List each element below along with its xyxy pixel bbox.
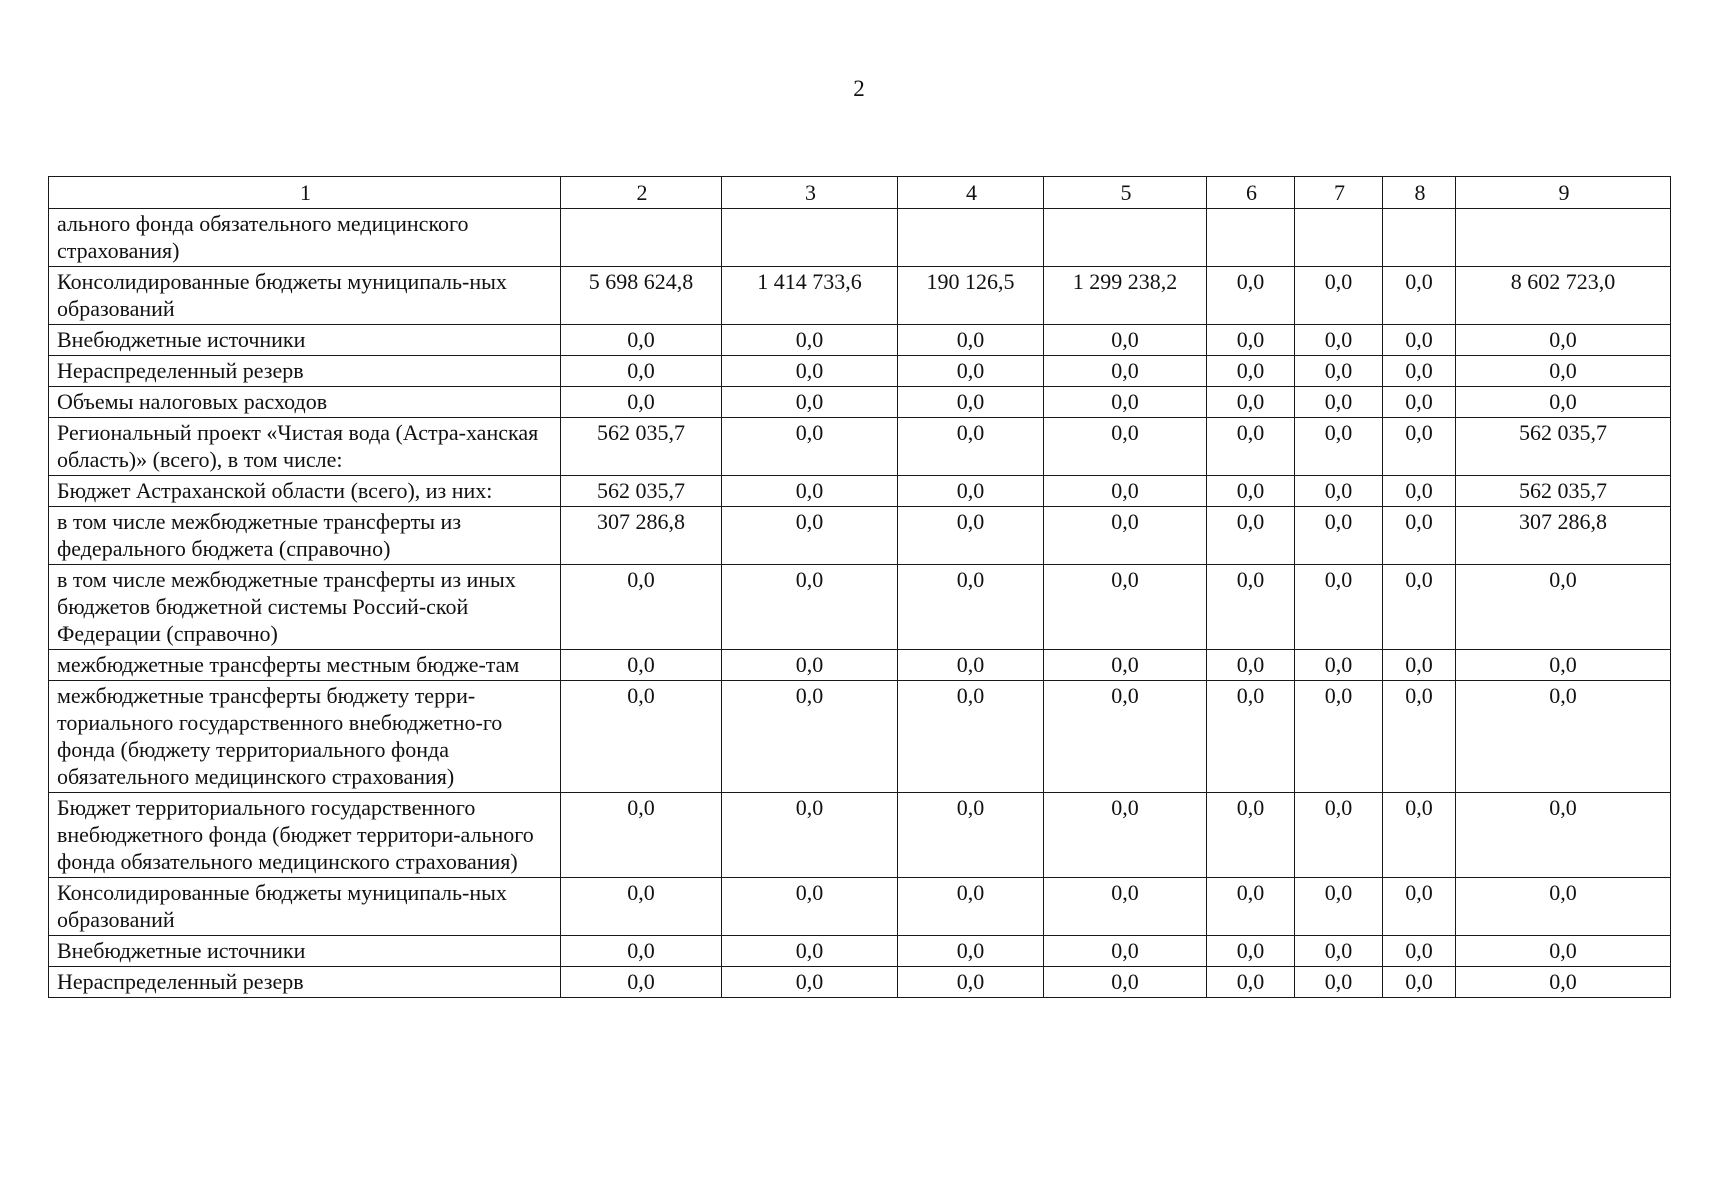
value-cell: 562 035,7: [1456, 418, 1671, 476]
value-cell: 0,0: [1456, 878, 1671, 936]
row-label-cell: Нераспределенный резерв: [49, 356, 561, 387]
budget-table: [48, 176, 1671, 998]
table-row: [49, 650, 1671, 681]
value-cell: 0,0: [898, 507, 1044, 565]
value-cell: 0,0: [898, 936, 1044, 967]
value-cell: 0,0: [1383, 936, 1456, 967]
value-cell: 0,0: [898, 325, 1044, 356]
value-cell: 0,0: [1207, 681, 1295, 793]
row-label-cell: Региональный проект «Чистая вода (Астра-ханская область)» (всего), в том числе:: [49, 418, 561, 476]
table-row: [49, 681, 1671, 793]
value-cell: 0,0: [1383, 650, 1456, 681]
table-row: [49, 793, 1671, 878]
value-cell: 1 299 238,2: [1044, 267, 1207, 325]
value-cell: 0,0: [1207, 878, 1295, 936]
row-label-cell: межбюджетные трансферты местным бюдже-там: [49, 650, 561, 681]
value-cell: 0,0: [1295, 476, 1383, 507]
value-cell: 0,0: [1207, 507, 1295, 565]
value-cell: 0,0: [561, 650, 722, 681]
value-cell: 0,0: [1207, 565, 1295, 650]
value-cell: 0,0: [1295, 507, 1383, 565]
value-cell: 0,0: [898, 650, 1044, 681]
value-cell: 1 414 733,6: [722, 267, 898, 325]
table-row: [49, 387, 1671, 418]
table-header: [49, 177, 1671, 209]
value-cell: 0,0: [1295, 967, 1383, 998]
value-cell: [722, 209, 898, 267]
value-cell: 0,0: [722, 476, 898, 507]
table-row: [49, 476, 1671, 507]
value-cell: 0,0: [561, 681, 722, 793]
value-cell: [1295, 209, 1383, 267]
value-cell: 0,0: [722, 681, 898, 793]
value-cell: 0,0: [722, 878, 898, 936]
table-row: [49, 325, 1671, 356]
column-header: 3: [722, 177, 898, 209]
value-cell: 0,0: [1044, 967, 1207, 998]
value-cell: 0,0: [1044, 878, 1207, 936]
value-cell: 0,0: [1044, 356, 1207, 387]
value-cell: 0,0: [1207, 476, 1295, 507]
value-cell: 0,0: [1044, 507, 1207, 565]
value-cell: 562 035,7: [1456, 476, 1671, 507]
value-cell: 0,0: [1456, 936, 1671, 967]
value-cell: 0,0: [1207, 967, 1295, 998]
table-row: [49, 565, 1671, 650]
value-cell: 0,0: [898, 681, 1044, 793]
value-cell: 0,0: [722, 650, 898, 681]
value-cell: 0,0: [722, 418, 898, 476]
value-cell: 0,0: [1456, 356, 1671, 387]
row-label-cell: Консолидированные бюджеты муниципаль-ных образований: [49, 878, 561, 936]
page-number: 2: [853, 76, 865, 101]
value-cell: 0,0: [1456, 387, 1671, 418]
row-label-cell: Нераспределенный резерв: [49, 967, 561, 998]
value-cell: 0,0: [1383, 387, 1456, 418]
value-cell: 8 602 723,0: [1456, 267, 1671, 325]
value-cell: 0,0: [898, 356, 1044, 387]
row-label-cell: межбюджетные трансферты бюджету терри-ториального государственного внебюджетно-го фонда (бюджету территориального фонда обязательного медицинского страхования): [49, 681, 561, 793]
column-header: 2: [561, 177, 722, 209]
value-cell: 0,0: [1044, 325, 1207, 356]
value-cell: 0,0: [1044, 476, 1207, 507]
value-cell: 307 286,8: [1456, 507, 1671, 565]
value-cell: 0,0: [1044, 681, 1207, 793]
value-cell: [1456, 209, 1671, 267]
value-cell: 0,0: [1383, 267, 1456, 325]
value-cell: 0,0: [561, 565, 722, 650]
value-cell: 0,0: [1383, 793, 1456, 878]
value-cell: 0,0: [722, 387, 898, 418]
value-cell: 0,0: [1207, 936, 1295, 967]
value-cell: 0,0: [1456, 650, 1671, 681]
column-header: 7: [1295, 177, 1383, 209]
value-cell: [898, 209, 1044, 267]
table-body: [49, 209, 1671, 998]
table-row: [49, 936, 1671, 967]
row-label-cell: Объемы налоговых расходов: [49, 387, 561, 418]
value-cell: 0,0: [561, 967, 722, 998]
value-cell: 0,0: [722, 325, 898, 356]
value-cell: 0,0: [1207, 793, 1295, 878]
value-cell: 0,0: [1383, 681, 1456, 793]
value-cell: 0,0: [1456, 967, 1671, 998]
value-cell: 0,0: [1207, 387, 1295, 418]
row-label-cell: Бюджет Астраханской области (всего), из них:: [49, 476, 561, 507]
value-cell: 0,0: [1456, 793, 1671, 878]
value-cell: 0,0: [1295, 793, 1383, 878]
table-row: [49, 356, 1671, 387]
value-cell: 0,0: [722, 356, 898, 387]
table-row: [49, 878, 1671, 936]
value-cell: 0,0: [898, 878, 1044, 936]
value-cell: 0,0: [561, 387, 722, 418]
value-cell: 0,0: [1044, 387, 1207, 418]
value-cell: 0,0: [561, 793, 722, 878]
value-cell: 0,0: [722, 936, 898, 967]
value-cell: 0,0: [1207, 356, 1295, 387]
value-cell: 0,0: [1295, 650, 1383, 681]
value-cell: 0,0: [1044, 650, 1207, 681]
value-cell: 0,0: [1383, 356, 1456, 387]
value-cell: 0,0: [1044, 418, 1207, 476]
value-cell: 0,0: [898, 476, 1044, 507]
row-label-cell: Внебюджетные источники: [49, 936, 561, 967]
value-cell: 307 286,8: [561, 507, 722, 565]
value-cell: 0,0: [722, 565, 898, 650]
value-cell: 0,0: [1383, 878, 1456, 936]
value-cell: 0,0: [1383, 507, 1456, 565]
value-cell: [1044, 209, 1207, 267]
value-cell: 0,0: [1295, 565, 1383, 650]
value-cell: 0,0: [1383, 325, 1456, 356]
value-cell: 0,0: [722, 507, 898, 565]
table-row: [49, 209, 1671, 267]
value-cell: 0,0: [898, 967, 1044, 998]
value-cell: 0,0: [1207, 650, 1295, 681]
value-cell: 0,0: [1295, 878, 1383, 936]
value-cell: 0,0: [722, 967, 898, 998]
column-header: 5: [1044, 177, 1207, 209]
value-cell: 0,0: [898, 387, 1044, 418]
row-label-cell: в том числе межбюджетные трансферты из федерального бюджета (справочно): [49, 507, 561, 565]
value-cell: [561, 209, 722, 267]
row-label-cell: Консолидированные бюджеты муниципаль-ных образований: [49, 267, 561, 325]
value-cell: 0,0: [1044, 565, 1207, 650]
value-cell: 0,0: [1456, 325, 1671, 356]
value-cell: 0,0: [1383, 565, 1456, 650]
value-cell: 0,0: [1383, 418, 1456, 476]
column-header: 1: [49, 177, 561, 209]
value-cell: 0,0: [1456, 681, 1671, 793]
value-cell: 0,0: [561, 878, 722, 936]
value-cell: 0,0: [722, 793, 898, 878]
value-cell: 0,0: [1044, 936, 1207, 967]
value-cell: 562 035,7: [561, 418, 722, 476]
value-cell: 0,0: [1295, 267, 1383, 325]
value-cell: 0,0: [1207, 325, 1295, 356]
value-cell: 562 035,7: [561, 476, 722, 507]
value-cell: 0,0: [1295, 325, 1383, 356]
value-cell: 190 126,5: [898, 267, 1044, 325]
value-cell: 0,0: [898, 793, 1044, 878]
value-cell: 0,0: [1295, 356, 1383, 387]
value-cell: [1207, 209, 1295, 267]
row-label-cell: ального фонда обязательного медицинского страхования): [49, 209, 561, 267]
value-cell: 0,0: [1295, 936, 1383, 967]
value-cell: 0,0: [561, 325, 722, 356]
value-cell: 0,0: [1295, 387, 1383, 418]
column-header: 4: [898, 177, 1044, 209]
value-cell: 0,0: [561, 936, 722, 967]
value-cell: 0,0: [1207, 418, 1295, 476]
value-cell: 0,0: [1207, 267, 1295, 325]
column-header: 9: [1456, 177, 1671, 209]
table-row: [49, 967, 1671, 998]
row-label-cell: в том числе межбюджетные трансферты из иных бюджетов бюджетной системы Россий-ской Федерации (справочно): [49, 565, 561, 650]
value-cell: 0,0: [1383, 967, 1456, 998]
value-cell: 0,0: [1295, 418, 1383, 476]
row-label-cell: Внебюджетные источники: [49, 325, 561, 356]
row-label-cell: Бюджет территориального государственного внебюджетного фонда (бюджет территори-ального фонда обязательного медицинского страхования): [49, 793, 561, 878]
column-header: 8: [1383, 177, 1456, 209]
column-header: 6: [1207, 177, 1295, 209]
header-row: [49, 177, 1671, 209]
value-cell: 0,0: [561, 356, 722, 387]
value-cell: [1383, 209, 1456, 267]
table-row: [49, 418, 1671, 476]
value-cell: 0,0: [1044, 793, 1207, 878]
table-row: [49, 267, 1671, 325]
value-cell: 0,0: [1383, 476, 1456, 507]
value-cell: 0,0: [1295, 681, 1383, 793]
value-cell: 0,0: [898, 418, 1044, 476]
value-cell: 5 698 624,8: [561, 267, 722, 325]
value-cell: 0,0: [1456, 565, 1671, 650]
table-row: [49, 507, 1671, 565]
value-cell: 0,0: [898, 565, 1044, 650]
